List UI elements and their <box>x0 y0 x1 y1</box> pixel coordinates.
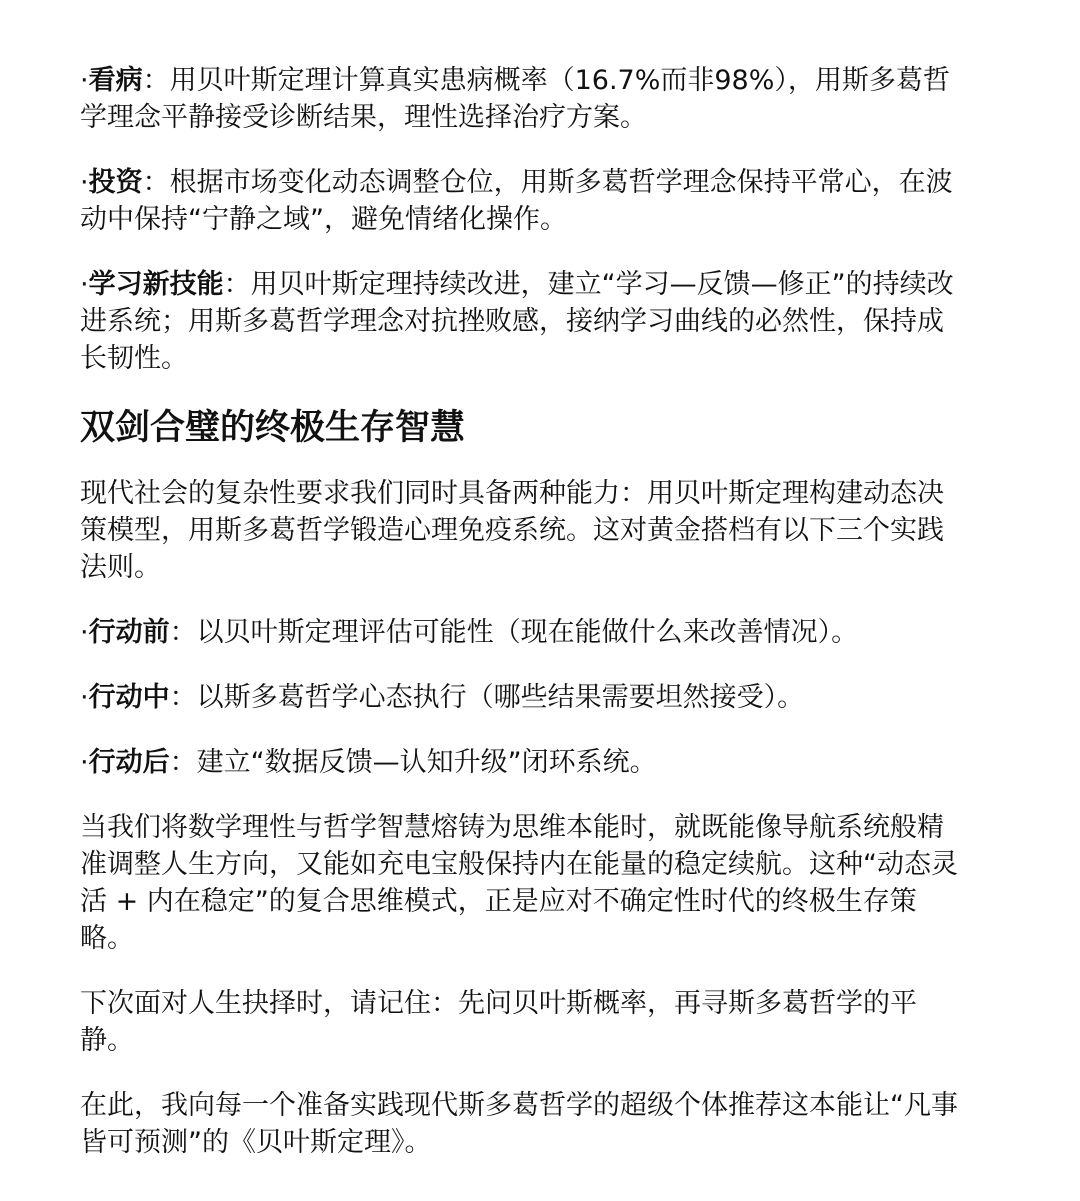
body-paragraph: 当我们将数学理性与哲学智慧熔铸为思维本能时，就既能像导航系统般精准调整人生方向，又能如充电宝般保持内在能量的稳定续航。这种“动态灵活 + 内在稳定”的复合思维模式，正是应对不确定性时代的终极生存策略。 <box>80 812 958 954</box>
bullet-dot: · <box>80 682 89 713</box>
bullet-item-medical <box>80 62 960 136</box>
body-paragraph: 下次面对人生抉择时，请记住：先问贝叶斯概率，再寻斯多葛哲学的平静。 <box>80 988 917 1056</box>
bullet-term: 行动前 <box>88 617 170 648</box>
bullet-text: ：用贝叶斯定理持续改进，建立“学习—反馈—修正”的持续改进系统；用斯多葛哲学理念对抗挫败感，接纳学习曲线的必然性，保持成长韧性。 <box>80 269 954 374</box>
bullet-text: ：建立“数据反馈—认知升级”闭环系统。 <box>169 747 657 778</box>
bullet-term: 行动后 <box>88 747 170 778</box>
bullet-text: ：根据市场变化动态调整仓位，用斯多葛哲学理念保持平常心，在波动中保持“宁静之域”，避免情绪化操作。 <box>80 167 953 235</box>
bullet-term: 投资 <box>88 167 143 198</box>
bullet-text: ：以斯多葛哲学心态执行（哪些结果需要坦然接受）。 <box>169 682 805 713</box>
bullet-dot: · <box>80 617 89 648</box>
bullet-term: 行动中 <box>88 682 170 713</box>
bullet-term: 学习新技能 <box>88 269 224 300</box>
bullet-dot: · <box>80 167 89 198</box>
intro-paragraph: 现代社会的复杂性要求我们同时具备两种能力：用贝叶斯定理构建动态决策模型，用斯多葛哲学锻造心理免疫系统。这对黄金搭档有以下三个实践法则。 <box>80 478 944 583</box>
article-body <box>80 62 960 1189</box>
rule-item-after <box>80 744 960 781</box>
section-heading: 双剑合璧的终极生存智慧 <box>80 408 466 448</box>
rule-item-before <box>80 614 960 651</box>
bullet-dot: · <box>80 747 89 778</box>
bullet-text: ：以贝叶斯定理评估可能性（现在能做什么来改善情况）。 <box>169 617 859 648</box>
rule-item-during <box>80 679 960 716</box>
bullet-dot: · <box>80 65 89 96</box>
bullet-term: 看病 <box>88 65 143 96</box>
bullet-dot: · <box>80 269 89 300</box>
bullet-text: ：用贝叶斯定理计算真实患病概率（16.7%而非98%），用斯多葛哲学理念平静接受诊断结果，理性选择治疗方案。 <box>80 65 950 133</box>
closing-paragraph: 在此，我向每一个准备实践现代斯多葛哲学的超级个体推荐这本能让“凡事皆可预测”的《贝叶斯定理》。 <box>80 1090 958 1158</box>
bullet-item-learning <box>80 266 960 377</box>
bullet-item-investing <box>80 164 960 238</box>
